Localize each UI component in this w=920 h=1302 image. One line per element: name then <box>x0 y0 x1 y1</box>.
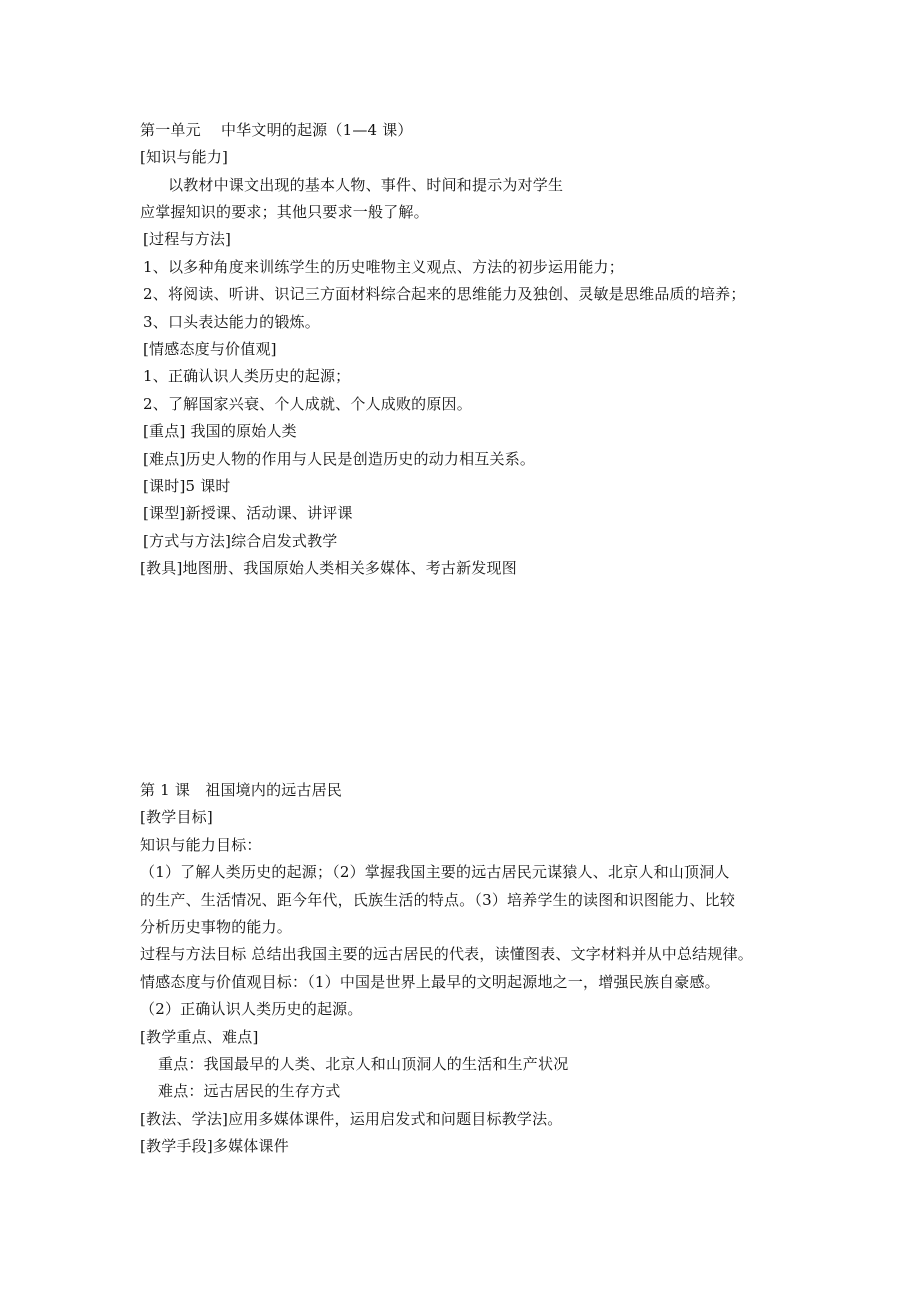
class-hours: [课时]5 课时 <box>143 477 231 495</box>
knowledge-text-line2: 应掌握知识的要求；其他只要求一般了解。 <box>140 203 429 221</box>
teaching-method: [方式与方法]综合启发式教学 <box>143 532 338 550</box>
difficulty: [难点]历史人物的作用与人民是创造历史的动力相互关系。 <box>143 450 536 468</box>
lesson-teaching-means: [教学手段]多媒体课件 <box>140 1137 289 1155</box>
teaching-tools: [教具]地图册、我国原始人类相关多媒体、考古新发现图 <box>140 559 517 577</box>
knowledge-goal-line: （1）了解人类历史的起源；（2）掌握我国主要的远古居民元谋猿人、北京人和山顶洞人 <box>140 863 730 881</box>
unit-title: 第一单元 中华文明的起源（1—4 课） <box>140 121 413 139</box>
lesson-key-point: 重点：我国最早的人类、北京人和山顶洞人的生活和生产状况 <box>158 1055 569 1073</box>
emotion-goal-2: （2）正确认识人类历史的起源。 <box>140 1000 363 1018</box>
process-item: 2、将阅读、听讲、识记三方面材料综合起来的思维能力及独创、灵敏是思维品质的培养； <box>143 285 746 303</box>
goals-heading: [教学目标] <box>140 808 213 826</box>
knowledge-goal-label: 知识与能力目标： <box>140 836 262 854</box>
process-heading: [过程与方法] <box>143 230 232 248</box>
emotion-heading: [情感态度与价值观] <box>143 340 277 358</box>
process-item: 1、以多种角度来训练学生的历史唯物主义观点、方法的初步运用能力； <box>143 258 624 276</box>
class-type: [课型]新授课、活动课、讲评课 <box>143 504 353 522</box>
emotion-goal: 情感态度与价值观目标：（1）中国是世界上最早的文明起源地之一，增强民族自豪感。 <box>140 973 720 991</box>
process-item: 3、口头表达能力的锻炼。 <box>143 313 320 331</box>
knowledge-goal-line: 的生产、生活情况、距今年代，氏族生活的特点。（3）培养学生的读图和识图能力、比较 <box>140 891 736 909</box>
knowledge-text-line1: 以教材中课文出现的基本人物、事件、时间和提示为对学生 <box>168 176 564 194</box>
key-point: [重点] 我国的原始人类 <box>143 422 297 440</box>
lesson-teaching-method: [教法、学法]应用多媒体课件，运用启发式和问题目标教学法。 <box>140 1110 563 1128</box>
lesson-difficulty: 难点：远古居民的生存方式 <box>158 1082 341 1100</box>
process-goal: 过程与方法目标 总结出我国主要的远古居民的代表，读懂图表、文字材料并从中总结规律。 <box>140 945 753 963</box>
knowledge-goal-line: 分析历史事物的能力。 <box>140 918 293 936</box>
knowledge-heading: [知识与能力] <box>140 148 229 166</box>
lesson-title: 第 1 课 祖国境内的远古居民 <box>140 781 343 799</box>
emotion-item: 2、了解国家兴衰、个人成就、个人成败的原因。 <box>143 395 472 413</box>
key-diff-heading: [教学重点、难点] <box>140 1028 259 1046</box>
emotion-item: 1、正确认识人类历史的起源； <box>143 367 351 385</box>
